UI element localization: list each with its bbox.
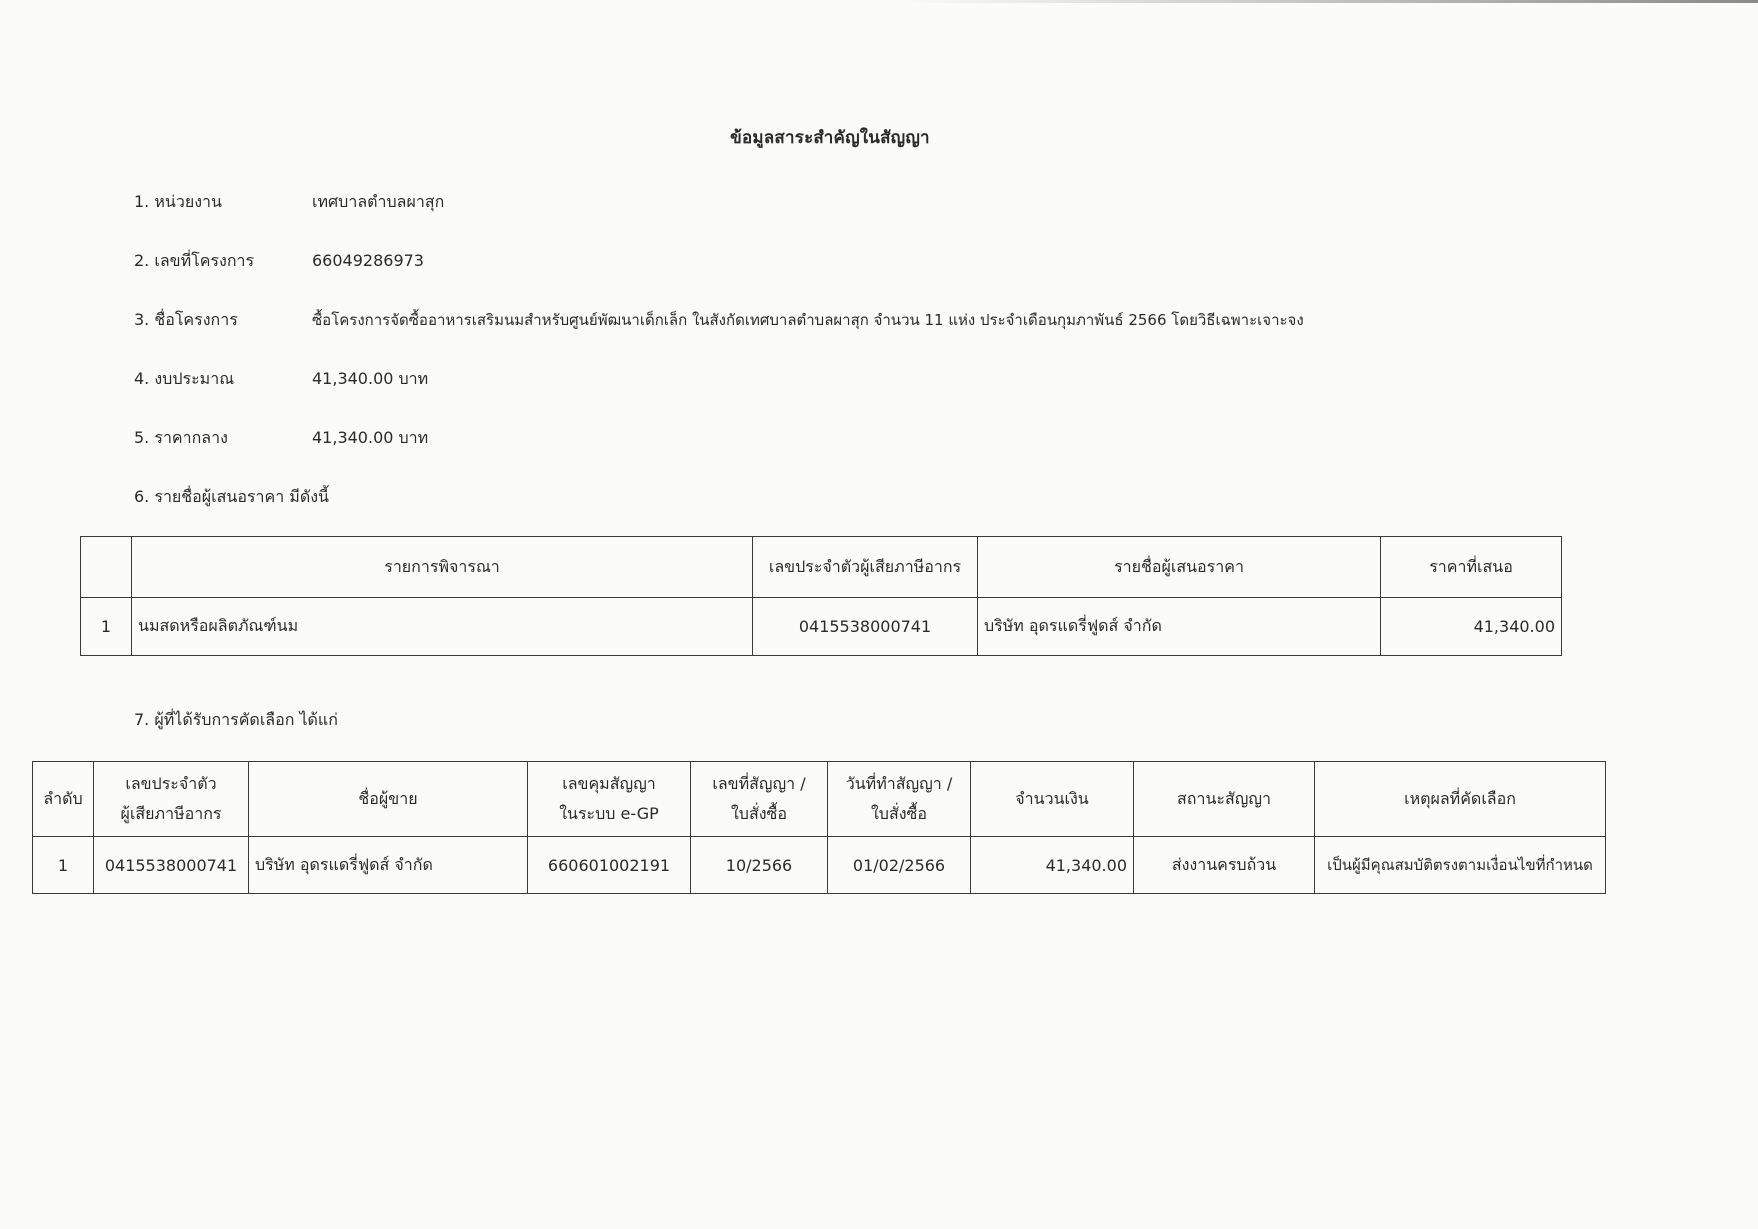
field-value: ซื้อโครงการจัดซื้ออาหารเสริมนมสำหรับศูนย์พัฒนาเด็กเล็ก ในสังกัดเทศบาลตำบลผาสุก จำนวน 11 แห่ง ประจำเดือนกุมภาพันธ์ 2566 โดยวิธีเฉพาะเจาะจง (312, 311, 1304, 329)
header-line: เลขที่สัญญา / (712, 774, 806, 793)
column-header: รายการพิจารณา (132, 537, 753, 598)
table-cell: 660601002191 (528, 837, 691, 894)
column-header (828, 762, 971, 837)
header-line: เลขคุมสัญญา (562, 774, 656, 793)
field-value: 66049286973 (312, 251, 424, 270)
table-cell: 1 (81, 598, 132, 656)
header-line: สถานะสัญญา (1177, 789, 1271, 808)
table-cell: นมสดหรือผลิตภัณฑ์นม (132, 598, 753, 656)
table-cell: บริษัท อุดรแดรี่ฟูดส์ จำกัด (249, 837, 528, 894)
table-cell: เป็นผู้มีคุณสมบัติตรงตามเงื่อนไขที่กำหนด (1315, 837, 1606, 894)
column-header (1315, 762, 1606, 837)
header-line: ผู้เสียภาษีอากร (120, 804, 222, 823)
table-row (81, 598, 1562, 656)
field-project-name (134, 308, 1304, 333)
header-line: ในระบบ e-GP (559, 804, 659, 823)
field-label: 4. งบประมาณ (134, 369, 235, 388)
field-label: 3. ชื่อโครงการ (134, 310, 238, 329)
column-header (81, 537, 132, 598)
table-cell: 41,340.00 (1381, 598, 1562, 656)
field-budget (134, 367, 428, 392)
selected-heading: 7. ผู้ที่ได้รับการคัดเลือก ได้แก่ (134, 710, 338, 729)
header-line: เลขประจำตัว (125, 774, 217, 793)
table-header-row (33, 762, 1606, 837)
header-line: วันที่ทำสัญญา / (845, 774, 953, 793)
table-cell: 0415538000741 (94, 837, 249, 894)
column-header (971, 762, 1134, 837)
field-value: 41,340.00 บาท (312, 428, 429, 447)
column-header (1134, 762, 1315, 837)
header-line: ใบสั่งซื้อ (870, 804, 927, 823)
header-line: ชื่อผู้ขาย (358, 789, 418, 808)
field-value: เทศบาลตำบลผาสุก (312, 192, 445, 211)
bidders-heading: 6. รายชื่อผู้เสนอราคา มีดังนี้ (134, 487, 329, 506)
field-median-price (134, 426, 428, 451)
column-header (528, 762, 691, 837)
field-label: 5. ราคากลาง (134, 428, 228, 447)
table-cell: 01/02/2566 (828, 837, 971, 894)
column-header: เลขประจำตัวผู้เสียภาษีอากร (753, 537, 978, 598)
field-label: 2. เลขที่โครงการ (134, 251, 255, 270)
table-header-row (81, 537, 1562, 598)
field-label: 1. หน่วยงาน (134, 192, 222, 211)
selected-vendor-table (32, 761, 1606, 894)
table-cell: 0415538000741 (753, 598, 978, 656)
column-header (691, 762, 828, 837)
scan-edge-line (900, 0, 1758, 3)
header-line: จำนวนเงิน (1015, 789, 1089, 808)
column-header (94, 762, 249, 837)
table-cell: ส่งงานครบถ้วน (1134, 837, 1315, 894)
field-agency (134, 190, 444, 215)
table-cell: 41,340.00 (971, 837, 1134, 894)
header-line: เหตุผลที่คัดเลือก (1404, 789, 1516, 808)
column-header (33, 762, 94, 837)
column-header: รายชื่อผู้เสนอราคา (978, 537, 1381, 598)
bidders-table (80, 536, 1562, 656)
field-value: 41,340.00 บาท (312, 369, 429, 388)
table-cell: 1 (33, 837, 94, 894)
table-cell: บริษัท อุดรแดรี่ฟูดส์ จำกัด (978, 598, 1381, 656)
table-cell: 10/2566 (691, 837, 828, 894)
header-line: ลำดับ (43, 789, 83, 808)
column-header (249, 762, 528, 837)
table-row (33, 837, 1606, 894)
column-header: ราคาที่เสนอ (1381, 537, 1562, 598)
field-project-number (134, 249, 424, 274)
header-line: ใบสั่งซื้อ (730, 804, 787, 823)
document-title: ข้อมูลสาระสำคัญในสัญญา (730, 128, 930, 148)
